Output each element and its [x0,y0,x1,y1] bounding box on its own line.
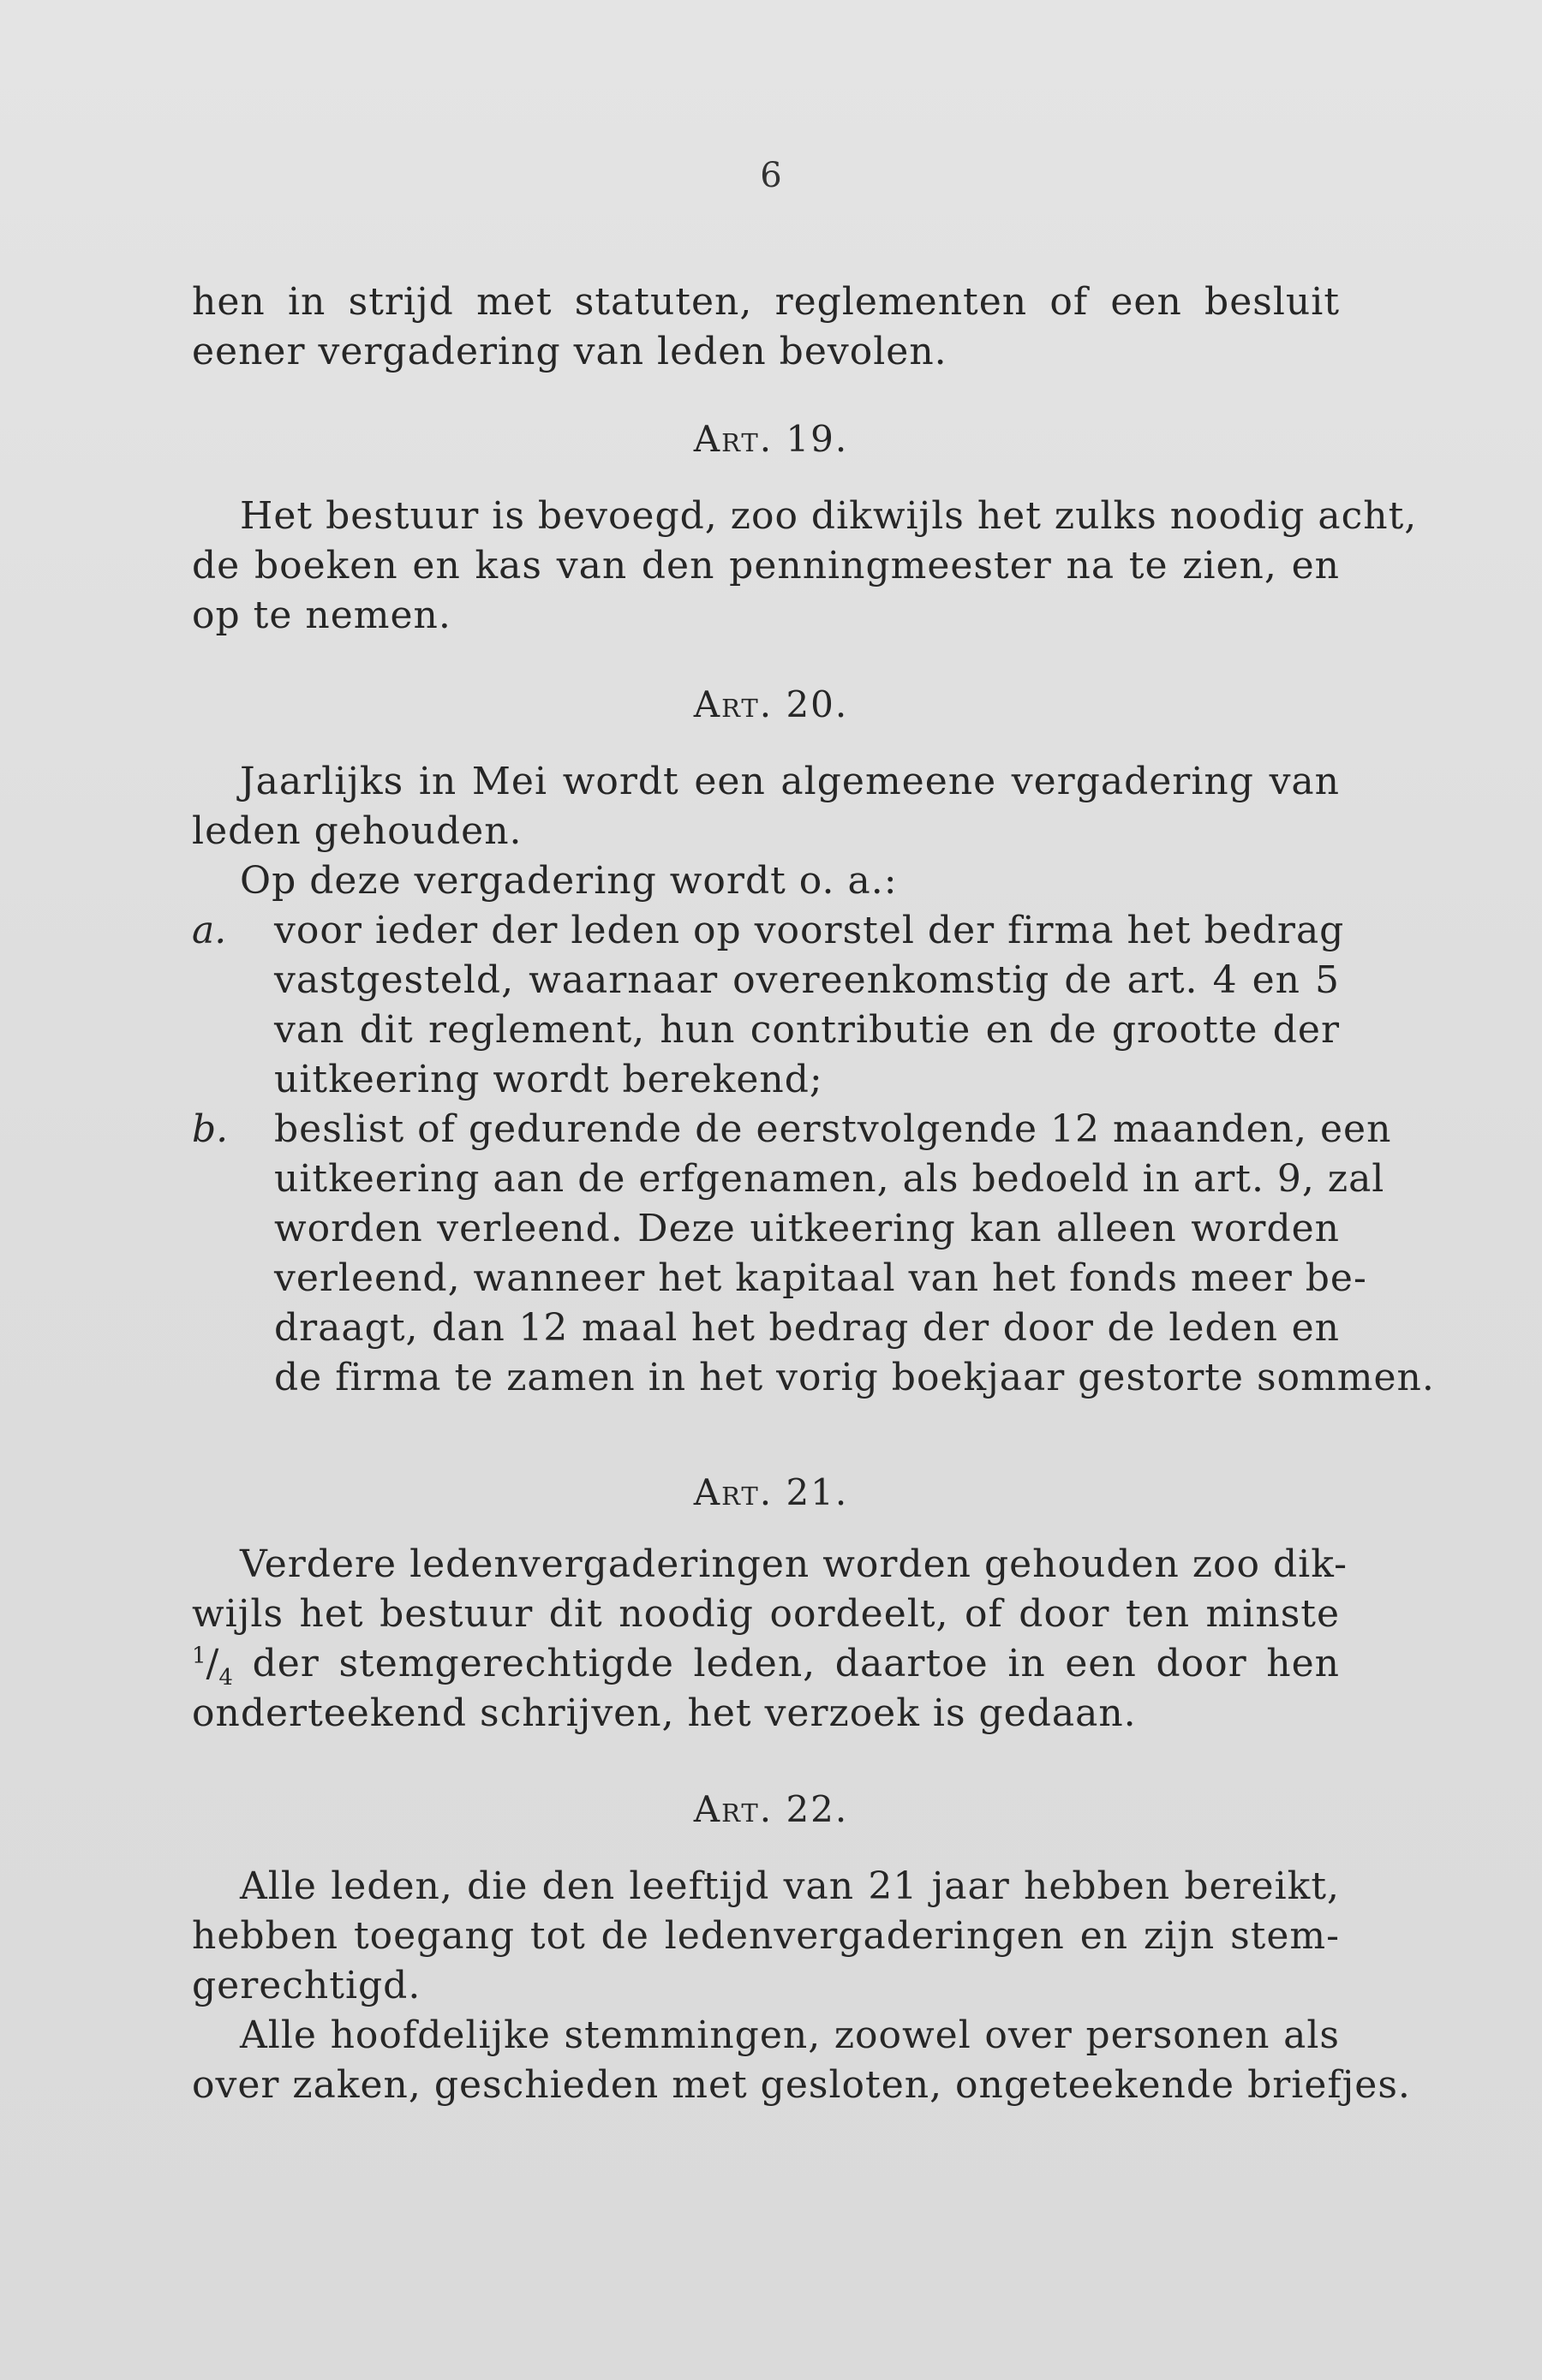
list-item-a [192,906,1345,1105]
fraction: $^1/_4$ [192,1642,233,1691]
text-line: van dit reglement, hun contributie en de grootte der [274,1008,1340,1052]
text-line: Alle hoofdelijke stemmingen, zoowel over personen als [240,2013,1340,2057]
fraction-numerator: 1 [192,1643,206,1669]
text-line: wijls het bestuur dit noodig oordeelt, of door ten minste [192,1592,1340,1636]
text-fragment: der stemgerechtigde leden, daartoe in een door hen [232,1642,1340,1685]
article-20-heading: Art. 20. [693,683,849,725]
list-item-b [192,1105,1435,1403]
text-line: leden gehouden. [192,809,523,853]
article-21-heading: Art. 21. [693,1471,849,1513]
article-22-body [192,1862,1411,2110]
list-marker: b. [192,1107,229,1151]
article-21-paragraph [192,1540,1348,1739]
article-19-heading: Art. 19. [693,418,849,460]
text-line: beslist of gedurende de eerstvolgende 12 maanden, een [274,1107,1392,1151]
article-20-body [192,757,1435,1403]
continuation-paragraph [192,277,1340,377]
text-line: verleend, wanneer het kapitaal van het fonds meer be- [274,1256,1367,1300]
text-line: de boeken en kas van den penningmeester na te zien, en [192,544,1340,588]
article-22-heading: Art. 22. [693,1788,849,1830]
text-line: onderteekend schrijven, het verzoek is gedaan. [192,1691,1137,1735]
text-line: draagt, dan 12 maal het bedrag der door de leden en [274,1306,1340,1350]
text-line: Verdere ledenvergaderingen worden gehouden zoo dik- [240,1542,1348,1586]
text-line-with-fraction [192,1639,1340,1689]
text-line: voor ieder der leden op voorstel der firma het bedrag [274,909,1345,952]
text-line: uitkeering aan de erfgenamen, als bedoeld in art. 9, zal [274,1157,1385,1201]
text-line: eener vergadering van leden bevolen. [192,330,947,373]
list-item-body [274,1105,1435,1403]
article-19-paragraph [192,492,1418,641]
text-line: vastgesteld, waarnaar overeenkomstig de art. 4 en 5 [274,958,1340,1002]
text-line: de firma te zamen in het vorig boekjaar gestorte sommen. [274,1356,1435,1399]
fraction-denominator: 4 [218,1664,233,1691]
text-line: Jaarlijks in Mei wordt een algemeene vergadering van [240,760,1340,803]
text-line: Op deze vergadering wordt o. a.: [240,859,898,903]
text-line: Alle leden, die den leeftijd van 21 jaar hebben bereikt, [240,1864,1340,1908]
text-line: op te nemen. [192,594,451,637]
text-line: gerechtigd. [192,1964,421,2007]
list-marker: a. [192,909,227,952]
text-line: Het bestuur is bevoegd, zoo dikwijls het zulks noodig acht, [240,494,1418,538]
page-number: 6 [760,156,782,195]
list-item-body [274,906,1345,1105]
text-line: over zaken, geschieden met gesloten, ongeteekende briefjes. [192,2063,1411,2107]
text-line: uitkeering wordt berekend; [274,1058,823,1101]
text-line: hebben toegang tot de ledenvergaderingen en zijn stem- [192,1914,1340,1958]
text-line: worden verleend. Deze uitkeering kan alleen worden [274,1207,1340,1250]
text-line: hen in strijd met statuten, reglementen of een besluit [192,280,1340,324]
